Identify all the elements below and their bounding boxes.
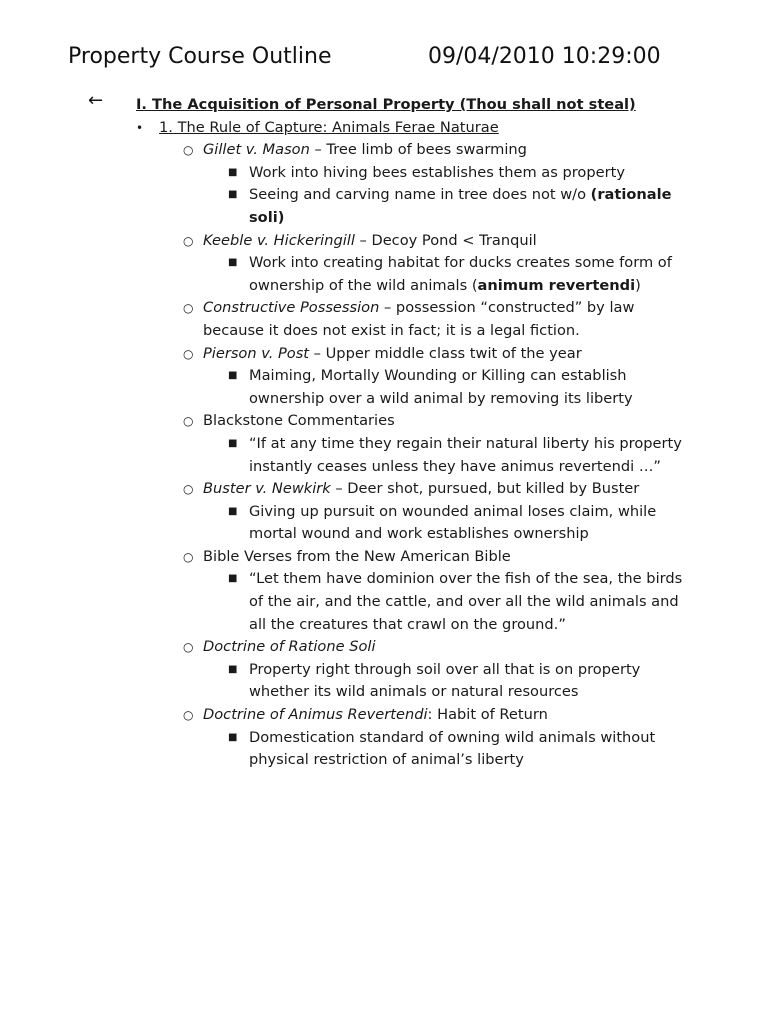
outline-item-text [203,410,683,433]
outline-point [0,162,768,185]
case-name: Keeble v. Hickeringill [203,231,355,249]
outline-item [0,478,768,501]
bold-term: animum revertendi [477,276,636,294]
outline-item-text [203,478,683,501]
back-arrow-icon[interactable]: ← [88,90,104,111]
outline-point [0,501,768,546]
point-text: Giving up pursuit on wounded animal loses claim, while mortal wound and work establishes ownership [249,502,657,543]
outline-point-text [249,501,689,546]
square-bullet-marker: ■ [228,370,238,382]
section-heading-text: I. The Acquisition of Personal Property (Thou shall not steal) [136,96,636,113]
outline-item [0,139,768,162]
outline-item [0,546,768,569]
outline-item-text [203,139,683,162]
outline-point [0,727,768,772]
outline-point [0,568,768,636]
outline [0,94,768,772]
square-bullet-marker: ■ [228,573,238,585]
point-text: “If at any time they regain their natural liberty his property instantly ceases unless they have animus revertendi …” [249,434,682,475]
square-bullet-marker: ■ [228,437,238,449]
case-summary: – Upper middle class twit of the year [309,344,582,362]
square-bullet-marker: ■ [228,505,238,517]
item-label: Bible Verses from the New American Bible [203,547,511,565]
outline-item [0,297,768,342]
case-name: Doctrine of Animus Revertendi [203,706,428,724]
outline-point [0,252,768,297]
point-text: Domestication standard of owning wild animals without physical restriction of animal’s liberty [249,728,656,769]
outline-item-text [203,343,683,366]
outline-point-text [249,184,689,229]
outline-point-text [249,365,689,410]
subsection-heading-text: 1. The Rule of Capture: Animals Ferae Naturae [159,118,499,136]
square-bullet-marker: ■ [228,189,238,201]
point-text-end: ) [635,276,641,294]
outline-item [0,343,768,366]
outline-point [0,659,768,704]
point-text: Work into creating habitat for ducks creates some form of ownership of the wild animals ( [249,254,672,294]
subsection-heading [0,117,768,140]
case-name: Doctrine of Ratione Soli [203,638,376,656]
outline-item-text [203,704,683,727]
outline-point-text [249,659,689,704]
case-summary: – possession “constructed” by law because it does not exist in fact; it is a legal fiction. [203,299,635,339]
outline-item-text [203,297,683,342]
outline-point-text [249,162,689,185]
point-text: “Let them have dominion over the fish of the sea, the birds of the air, and the cattle, and over all the wild animals and all the creatures that crawl on the ground.” [249,570,683,633]
point-text: Property right through soil over all that is on property whether its wild animals or natural resources [249,660,641,701]
circle-bullet-marker: ○ [183,482,194,497]
document-timestamp: 09/04/2010 10:29:00 [428,44,661,69]
case-name: Pierson v. Post [203,344,310,362]
outline-item-text [203,230,683,253]
section-heading [0,94,768,117]
case-summary: – Deer shot, pursued, but killed by Buster [330,480,640,498]
bullet-marker: • [136,120,144,135]
circle-bullet-marker: ○ [183,301,194,316]
point-text: Work into hiving bees establishes them as property [249,163,625,181]
outline-items [0,139,768,772]
circle-bullet-marker: ○ [183,233,194,248]
outline-item-text [203,636,683,659]
square-bullet-marker: ■ [228,663,238,675]
circle-bullet-marker: ○ [183,640,194,655]
outline-item [0,410,768,433]
bold-term: (rationale soli) [249,186,672,226]
outline-item [0,636,768,659]
point-text: Seeing and carving name in tree does not w/o [249,186,591,204]
outline-point-text [249,727,689,772]
circle-bullet-marker: ○ [183,549,194,564]
circle-bullet-marker: ○ [183,708,194,723]
outline-point-text [249,252,689,297]
case-name: Buster v. Newkirk [203,480,331,498]
outline-item-text [203,546,683,569]
outline-item [0,704,768,727]
case-summary: – Decoy Pond < Tranquil [354,231,537,249]
square-bullet-marker: ■ [228,257,238,269]
outline-point [0,184,768,229]
outline-point-text [249,568,689,636]
circle-bullet-marker: ○ [183,414,194,429]
circle-bullet-marker: ○ [183,143,194,158]
item-label: Blackstone Commentaries [203,412,395,430]
outline-point [0,365,768,410]
outline-point-text [249,433,689,478]
case-summary: – Tree limb of bees swarming [309,141,527,159]
case-name: Constructive Possession [203,299,380,317]
outline-point [0,433,768,478]
document-title: Property Course Outline [68,44,332,69]
square-bullet-marker: ■ [228,166,238,178]
outline-item [0,230,768,253]
circle-bullet-marker: ○ [183,346,194,361]
point-text: Maiming, Mortally Wounding or Killing can establish ownership over a wild animal by removing its liberty [249,367,633,407]
case-name: Gillet v. Mason [203,141,310,159]
case-summary: : Habit of Return [427,706,548,724]
square-bullet-marker: ■ [228,731,238,743]
